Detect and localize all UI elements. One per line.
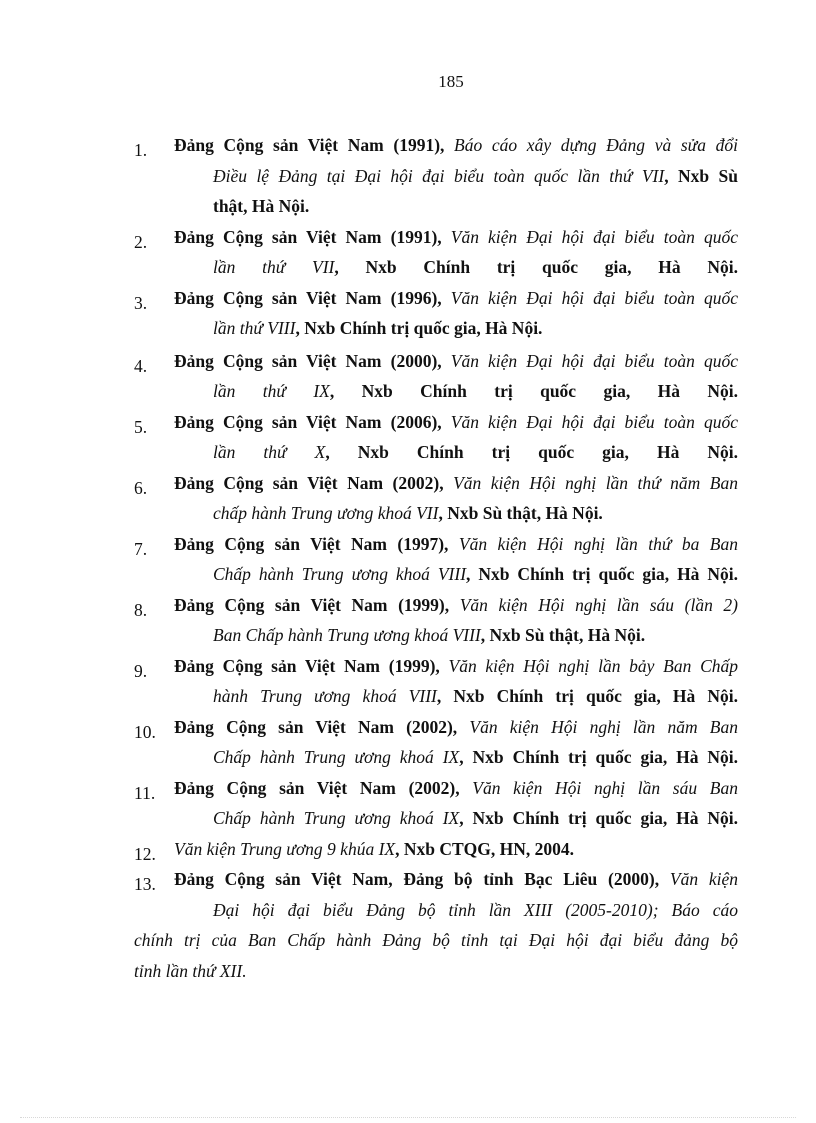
reference-item	[134, 130, 738, 222]
reference-title: Chấp hành Trung ương khoá IX	[213, 747, 460, 767]
reference-list	[134, 130, 738, 986]
reference-title: Văn kiện Đại hội đại biểu toàn quốc	[450, 226, 738, 247]
reference-title: Chấp hành Trung ương khoá VIII	[213, 564, 467, 584]
reference-publisher: , Nxb Sù	[664, 165, 738, 186]
reference-title: Văn kiện Trung ương 9 khúa IX	[174, 838, 396, 859]
reference-title: Văn kiện Đại hội đại biểu toàn quốc	[450, 287, 738, 308]
reference-author: Đảng Cộng sản Việt Nam, Đảng bộ tỉnh Bạc Liêu (2000),	[174, 869, 670, 889]
reference-item	[134, 834, 738, 865]
reference-publisher: thật, Hà Nội.	[213, 196, 310, 216]
reference-publisher: , Nxb Chính trị quốc gia, Hà Nội.	[466, 564, 739, 584]
reference-title: Văn kiện	[669, 869, 738, 889]
reference-publisher: , Nxb Chính trị quốc gia, Hà Nội.	[329, 381, 738, 401]
reference-number: 1.	[134, 140, 148, 160]
reference-publisher: , Nxb Chính trị quốc gia, Hà Nội.	[295, 318, 543, 338]
reference-publisher: , Nxb Sù thật, Hà Nội.	[480, 625, 646, 645]
reference-item	[134, 651, 738, 712]
reference-author: Đảng Cộng sản Việt Nam (1996),	[174, 287, 451, 308]
reference-item	[134, 773, 738, 834]
reference-author: Đảng Cộng sản Việt Nam (2000),	[174, 350, 451, 371]
reference-item	[134, 529, 738, 590]
reference-author: Đảng Cộng sản Việt Nam (2002),	[174, 777, 473, 798]
reference-title: chính trị của Ban Chấp hành Đảng bộ tỉnh tại Đại hội đại biểu đảng bộ	[134, 930, 738, 950]
reference-title: Văn kiện Đại hội đại biểu toàn quốc	[450, 411, 738, 432]
reference-title: Văn kiện Hội nghị lần năm Ban	[469, 716, 738, 737]
reference-title: Đại hội đại biểu Đảng bộ tỉnh lần XIII (2005-2010); Báo cáo	[213, 899, 738, 920]
reference-title: hành Trung ương khoá VIII	[213, 686, 437, 706]
reference-publisher: , Nxb CTQG, HN, 2004.	[395, 838, 574, 859]
reference-publisher: , Nxb Chính trị quốc gia, Hà Nội.	[436, 686, 739, 706]
reference-title: lần thứ X	[213, 442, 326, 462]
reference-number: 10.	[134, 721, 156, 742]
reference-item	[134, 222, 738, 283]
reference-item	[134, 283, 738, 344]
reference-publisher: , Nxb Chính trị quốc gia, Hà Nội.	[459, 808, 739, 828]
reference-author: Đảng Cộng sản Việt Nam (2002),	[174, 716, 470, 737]
reference-number: 12.	[134, 843, 156, 864]
reference-author: Đảng Cộng sản Việt Nam (1999),	[174, 655, 449, 676]
reference-title: Văn kiện Đại hội đại biểu toàn quốc	[450, 350, 738, 371]
reference-number: 13.	[134, 874, 156, 894]
reference-title: Ban Chấp hành Trung ương khoá VIII	[213, 625, 481, 645]
reference-item	[134, 468, 738, 529]
page-bottom-rule	[20, 1117, 796, 1118]
reference-item	[134, 407, 738, 468]
reference-item	[134, 712, 738, 773]
reference-item	[134, 864, 738, 986]
reference-title: Báo cáo xây dựng Đảng và sửa đổi	[454, 135, 738, 155]
reference-title: chấp hành Trung ương khoá VII	[213, 503, 439, 523]
reference-title: lần thứ IX	[213, 381, 330, 401]
reference-number: 3.	[134, 292, 148, 313]
reference-number: 4.	[134, 355, 148, 376]
reference-author: Đảng Cộng sản Việt Nam (1999),	[174, 594, 460, 615]
reference-title: tỉnh lần thứ XII.	[134, 960, 247, 981]
reference-number: 7.	[134, 538, 148, 559]
reference-item	[134, 590, 738, 651]
reference-number: 11.	[134, 782, 156, 803]
reference-number: 2.	[134, 231, 148, 252]
reference-author: Đảng Cộng sản Việt Nam (1991),	[174, 226, 451, 247]
reference-author: Đảng Cộng sản Việt Nam (1991),	[174, 135, 455, 155]
reference-publisher: , Nxb Chính trị quốc gia, Hà Nội.	[459, 747, 739, 767]
reference-title: Văn kiện Hội nghị lần sáu (lần 2)	[459, 594, 738, 615]
page-number: 185	[438, 72, 464, 91]
reference-number: 5.	[134, 416, 148, 437]
reference-title: Văn kiện Hội nghị lần thứ ba Ban	[458, 533, 738, 554]
reference-item	[134, 346, 738, 407]
reference-title: lần thứ VIII	[213, 318, 296, 338]
reference-author: Đảng Cộng sản Việt Nam (1997),	[174, 533, 459, 554]
reference-author: Đảng Cộng sản Việt Nam (2002),	[174, 472, 454, 493]
reference-publisher: , Nxb Sù thật, Hà Nội.	[438, 503, 603, 523]
reference-publisher: , Nxb Chính trị quốc gia, Hà Nội.	[325, 442, 738, 462]
reference-number: 6.	[134, 477, 148, 498]
reference-title: Điều lệ Đảng tại Đại hội đại biểu toàn quốc lần thứ VII	[213, 165, 665, 186]
reference-title: Văn kiện Hội nghị lần sáu Ban	[472, 777, 738, 798]
reference-publisher: , Nxb Chính trị quốc gia, Hà Nội.	[334, 257, 738, 277]
reference-number: 9.	[134, 660, 148, 681]
reference-author: Đảng Cộng sản Việt Nam (2006),	[174, 411, 451, 432]
reference-title: lần thứ VII	[213, 257, 335, 277]
reference-title: Văn kiện Hội nghị lần bảy Ban Chấp	[448, 655, 738, 676]
reference-title: Chấp hành Trung ương khoá IX	[213, 808, 460, 828]
reference-number: 8.	[134, 599, 148, 620]
reference-title: Văn kiện Hội nghị lần thứ năm Ban	[453, 472, 738, 493]
